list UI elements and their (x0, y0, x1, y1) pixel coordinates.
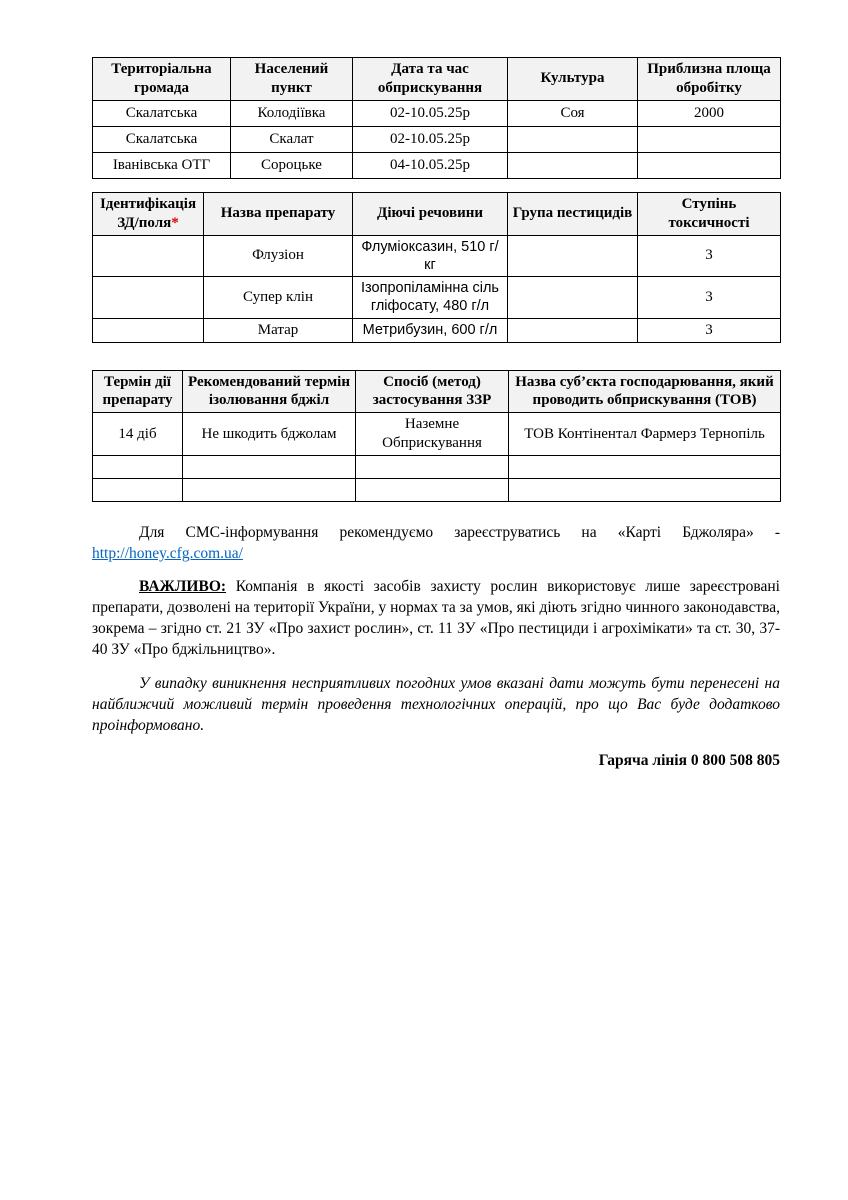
cell-settlement: Сороцьке (231, 152, 353, 178)
cell-preparation: Флузіон (204, 235, 353, 277)
application-details-table (92, 370, 781, 503)
sms-info-text: Для СМС-інформування рекомендуємо зареєструватись на «Карті Бджоляра» - (139, 524, 780, 542)
header-business-entity: Назва суб’єкта господарювання, який проводить обприскування (ТОВ) (509, 370, 781, 413)
cell-community: Скалатська (93, 126, 231, 152)
cell-bee-isolation (183, 479, 356, 502)
header-pesticide-group: Група пестицидів (508, 192, 638, 235)
cell-method (356, 479, 509, 502)
table-row (93, 235, 781, 277)
header-preparation-name: Назва препарату (204, 192, 353, 235)
cell-duration (93, 456, 183, 479)
header-bee-isolation-period: Рекомендований термін ізолювання бджіл (183, 370, 356, 413)
header-date-time: Дата та час обприскування (353, 58, 508, 101)
cell-toxicity: 3 (638, 318, 781, 342)
cell-crop: Соя (508, 100, 638, 126)
header-approx-area: Приблизна площа обробітку (638, 58, 781, 101)
cell-group (508, 277, 638, 319)
cell-crop (508, 126, 638, 152)
table-row (93, 100, 781, 126)
sms-info-paragraph (92, 522, 780, 564)
table-row (93, 277, 781, 319)
cell-method (356, 456, 509, 479)
cell-preparation: Матар (204, 318, 353, 342)
header-crop: Культура (508, 58, 638, 101)
header-territorial-community: Територіальна громада (93, 58, 231, 101)
required-asterisk: * (171, 214, 179, 231)
header-field-identification (93, 192, 204, 235)
cell-community: Скалатська (93, 100, 231, 126)
header-active-substances: Діючі речовини (353, 192, 508, 235)
cell-field-id (93, 318, 204, 342)
important-label: ВАЖЛИВО: (139, 578, 227, 596)
cell-preparation: Супер клін (204, 277, 353, 319)
table2-header-row (93, 192, 781, 235)
header-settlement: Населений пункт (231, 58, 353, 101)
table-row (93, 413, 781, 456)
cell-date: 04-10.05.25р (353, 152, 508, 178)
table3-header-row (93, 370, 781, 413)
table-row (93, 318, 781, 342)
header-toxicity-degree: Ступінь токсичності (638, 192, 781, 235)
cell-substance: Флуміоксазин, 510 г/кг (353, 235, 508, 277)
weather-note-paragraph: У випадку виникнення несприятливих погодних умов вказані дати можуть бути перенесені на найближчий можливий термін проведення технологічних операцій, про що Вас буде додатково проінформовано. (92, 674, 780, 734)
hotline-text: Гаряча лінія 0 800 508 805 (598, 751, 780, 769)
spraying-locations-table (92, 57, 781, 179)
cell-area: 2000 (638, 100, 781, 126)
table1-header-row (93, 58, 781, 101)
header-application-method: Спосіб (метод) застосування ЗЗР (356, 370, 509, 413)
cell-field-id (93, 235, 204, 277)
cell-area (638, 126, 781, 152)
important-paragraph (92, 576, 780, 660)
cell-entity (509, 456, 781, 479)
cell-method: Наземне Обприскування (356, 413, 509, 456)
cell-duration: 14 діб (93, 413, 183, 456)
cell-substance: Метрибузин, 600 г/л (353, 318, 508, 342)
cell-date: 02-10.05.25р (353, 126, 508, 152)
cell-entity: ТОВ Контінентал Фармерз Тернопіль (509, 413, 781, 456)
cell-group (508, 235, 638, 277)
cell-area (638, 152, 781, 178)
cell-duration (93, 479, 183, 502)
cell-settlement: Колодіївка (231, 100, 353, 126)
table-row (93, 126, 781, 152)
cell-date: 02-10.05.25р (353, 100, 508, 126)
table-row (93, 456, 781, 479)
cell-settlement: Скалат (231, 126, 353, 152)
preparations-table (92, 192, 781, 343)
field-id-label: Ідентифікація ЗД/поля (99, 195, 197, 231)
cell-community: Іванівська ОТГ (93, 152, 231, 178)
cell-bee-isolation: Не шкодить бджолам (183, 413, 356, 456)
table-row (93, 152, 781, 178)
cell-toxicity: 3 (638, 277, 781, 319)
cell-crop (508, 152, 638, 178)
cell-entity (509, 479, 781, 502)
important-text: Компанія в якості засобів захисту рослин використовує лише зареєстровані препарати, дозволені на території України, у нормах та за умов, які діють згідно чинного законодавства, зокрема – згідно ст. 21 ЗУ «Про захист рослин», ст. 11 ЗУ «Про пестициди і агрохімікати» та ст. 30, 37-40 ЗУ «Про бджільництво». (92, 578, 780, 659)
cell-field-id (93, 277, 204, 319)
beekeeper-map-link[interactable]: http://honey.cfg.com.ua/ (92, 545, 243, 563)
cell-group (508, 318, 638, 342)
cell-substance: Ізопропіламінна сіль гліфосату, 480 г/л (353, 277, 508, 319)
cell-toxicity: 3 (638, 235, 781, 277)
header-preparation-duration: Термін дії препарату (93, 370, 183, 413)
table-row (93, 479, 781, 502)
cell-bee-isolation (183, 456, 356, 479)
